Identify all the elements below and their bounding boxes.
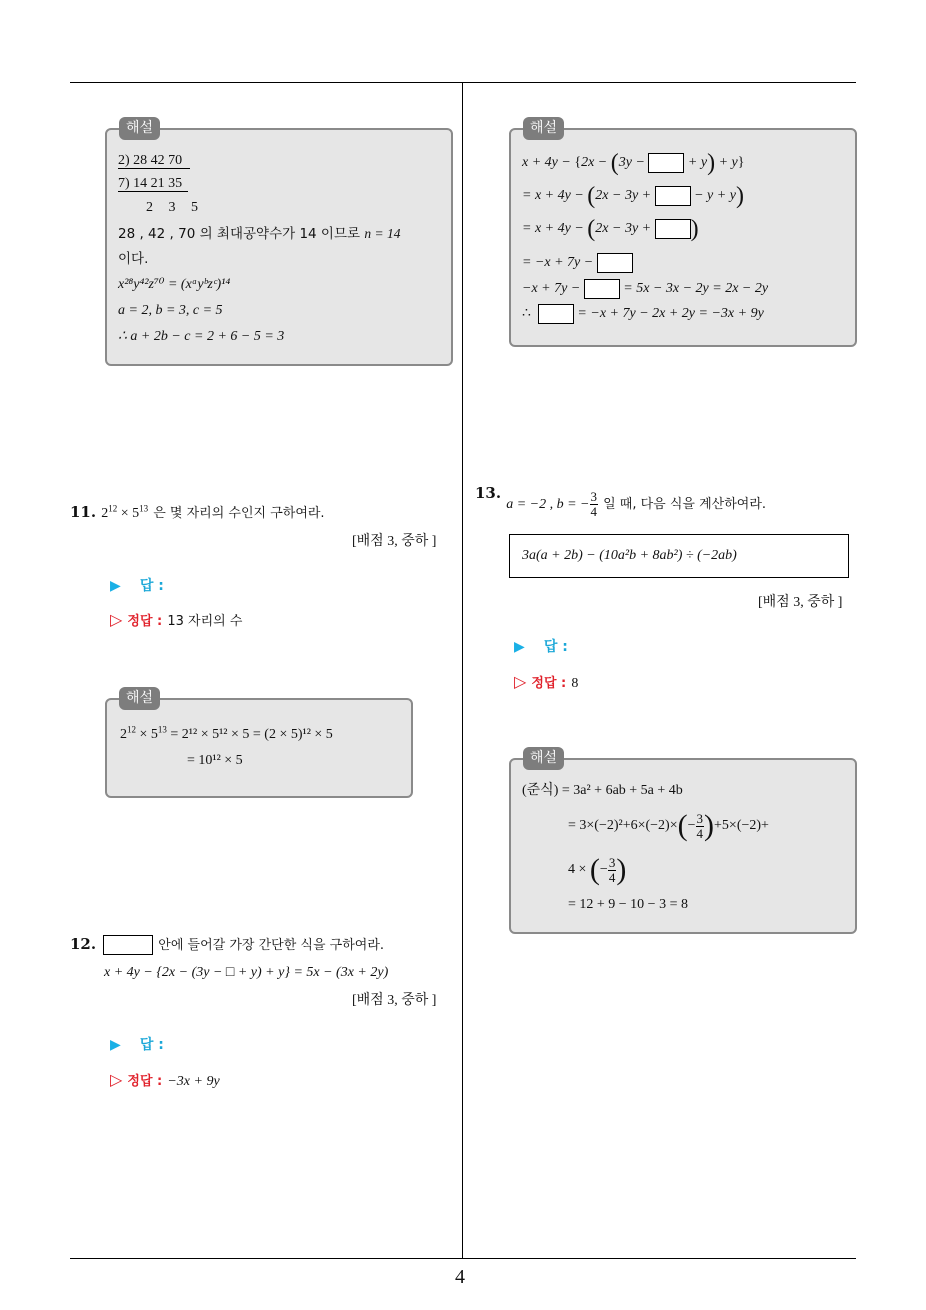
- result-equation: ∴ a + 2b − c = 2 + 6 − 5 = 3: [118, 329, 285, 344]
- q12-correct-answer: −3x + 9y: [167, 1074, 220, 1089]
- q12-correct-row: [110, 1070, 220, 1090]
- answer-label: 답 :: [543, 639, 568, 655]
- q11-question-text: 은 몇 자리의 수인지 구하여라.: [153, 506, 325, 521]
- sol12-line-1: x + 4y − {2x − (3y − + y) + y}: [522, 150, 745, 176]
- sol13-line-1: (준식) = 3a² + 6ab + 5a + 4b: [522, 783, 683, 798]
- sol12-line-6: ∴ = −x + 7y − 2x + 2y = −3x + 9y: [522, 304, 764, 324]
- top-rule: [70, 82, 856, 83]
- q11-solution-line-2: = 10¹² × 5: [187, 753, 243, 768]
- blank-box: [103, 935, 153, 955]
- q12-answer-row: [110, 1034, 164, 1054]
- question-number: 13.: [475, 484, 502, 502]
- q11-correct-row: [110, 610, 242, 629]
- answer-label: 답 :: [139, 1037, 164, 1053]
- q11-score: [배점 3, 중하 ]: [352, 534, 437, 549]
- q13-correct-row: [514, 672, 578, 692]
- q12-score: [배점 3, 중하 ]: [352, 993, 437, 1008]
- q11-solution-line-1: $2^{12} \times 5^{13} = 2^{12} \times 5^{12} \times 5 = (2 \times 5)^{12} \times 5$: [120, 724, 333, 742]
- q12-equation: x + 4y − {2x − (3y − □ + y) + y} = 5x − (3x + 2y): [104, 965, 389, 980]
- q13-correct-answer: 8: [571, 676, 579, 691]
- play-arrow-icon: ▶: [110, 1037, 121, 1053]
- sol12-line-3: = x + 4y − (2x − 3y + ): [522, 216, 699, 242]
- gcd-text-end: 이다.: [118, 251, 149, 267]
- question-11: [70, 502, 325, 522]
- q13-score: [배점 3, 중하 ]: [758, 595, 843, 610]
- sol12-line-4: = −x + 7y −: [522, 253, 633, 273]
- answer-label: 답 :: [139, 578, 164, 594]
- column-divider: [462, 82, 463, 1258]
- division-row-3: 2 3 5: [146, 200, 198, 215]
- sol13-line-2: = 3×(−2)²+6×(−2)×(− $\frac{3}{4}$ )+5×(−2)+: [568, 809, 769, 842]
- solution-tag: 해설: [523, 117, 564, 140]
- play-arrow-icon: ▶: [514, 639, 525, 655]
- question-number: 12.: [70, 935, 97, 953]
- q13-question-text: 일 때, 다음 식을 계산하여라.: [603, 497, 767, 512]
- sol13-line-4: = 12 + 9 − 10 − 3 = 8: [568, 897, 688, 912]
- q11-expression: $2^{12} \times 5^{13}$: [101, 503, 149, 521]
- q13-expression: 3a(a + 2b) − (10a²b + 8ab²) ÷ (−2ab): [522, 548, 737, 563]
- division-row-2: 7) 14 21 35: [118, 175, 188, 193]
- play-arrow-icon: ▶: [110, 578, 121, 594]
- q12-question-text: 안에 들어갈 가장 간단한 식을 구하여라.: [158, 938, 385, 953]
- correct-label: 정답 :: [127, 614, 163, 629]
- q11-answer-row: [110, 575, 164, 595]
- page-number: 4: [455, 1266, 465, 1288]
- question-13: [475, 483, 766, 519]
- solution-tag: 해설: [523, 747, 564, 770]
- exponent-equation: x²⁸y⁴²z⁷⁰ = (xᵃyᵇzᶜ)¹⁴: [118, 277, 231, 292]
- gcd-text: 28 , 42 , 70 의 최대공약수가 14 이므로 n = 14: [118, 226, 401, 242]
- q13-expression-box: [509, 534, 849, 578]
- hollow-triangle-icon: ▷: [110, 1070, 123, 1089]
- hollow-triangle-icon: ▷: [514, 672, 527, 691]
- values-abc: a = 2, b = 3, c = 5: [118, 303, 223, 318]
- solution-box-q11: [105, 698, 413, 798]
- division-row-1: 2) 28 42 70: [118, 152, 190, 170]
- question-number: 11.: [70, 503, 97, 521]
- correct-label: 정답 :: [127, 1074, 163, 1089]
- q11-correct-answer: 13 자리의 수: [167, 614, 243, 629]
- solution-tag: 해설: [119, 687, 160, 710]
- solution-tag: 해설: [119, 117, 160, 140]
- q13-condition: a = −2 , b = − $\frac{3}{4}$: [506, 489, 597, 520]
- hollow-triangle-icon: ▷: [110, 610, 123, 629]
- correct-label: 정답 :: [531, 676, 567, 691]
- sol13-line-3: 4 × (− $\frac{3}{4}$ ): [568, 853, 627, 886]
- sol12-line-5: −x + 7y − = 5x − 3x − 2y = 2x − 2y: [522, 279, 768, 299]
- q13-answer-row: [514, 636, 568, 656]
- sol12-line-2: = x + 4y − (2x − 3y + − y + y): [522, 183, 744, 209]
- bottom-rule: [70, 1258, 856, 1259]
- question-12: [70, 934, 384, 955]
